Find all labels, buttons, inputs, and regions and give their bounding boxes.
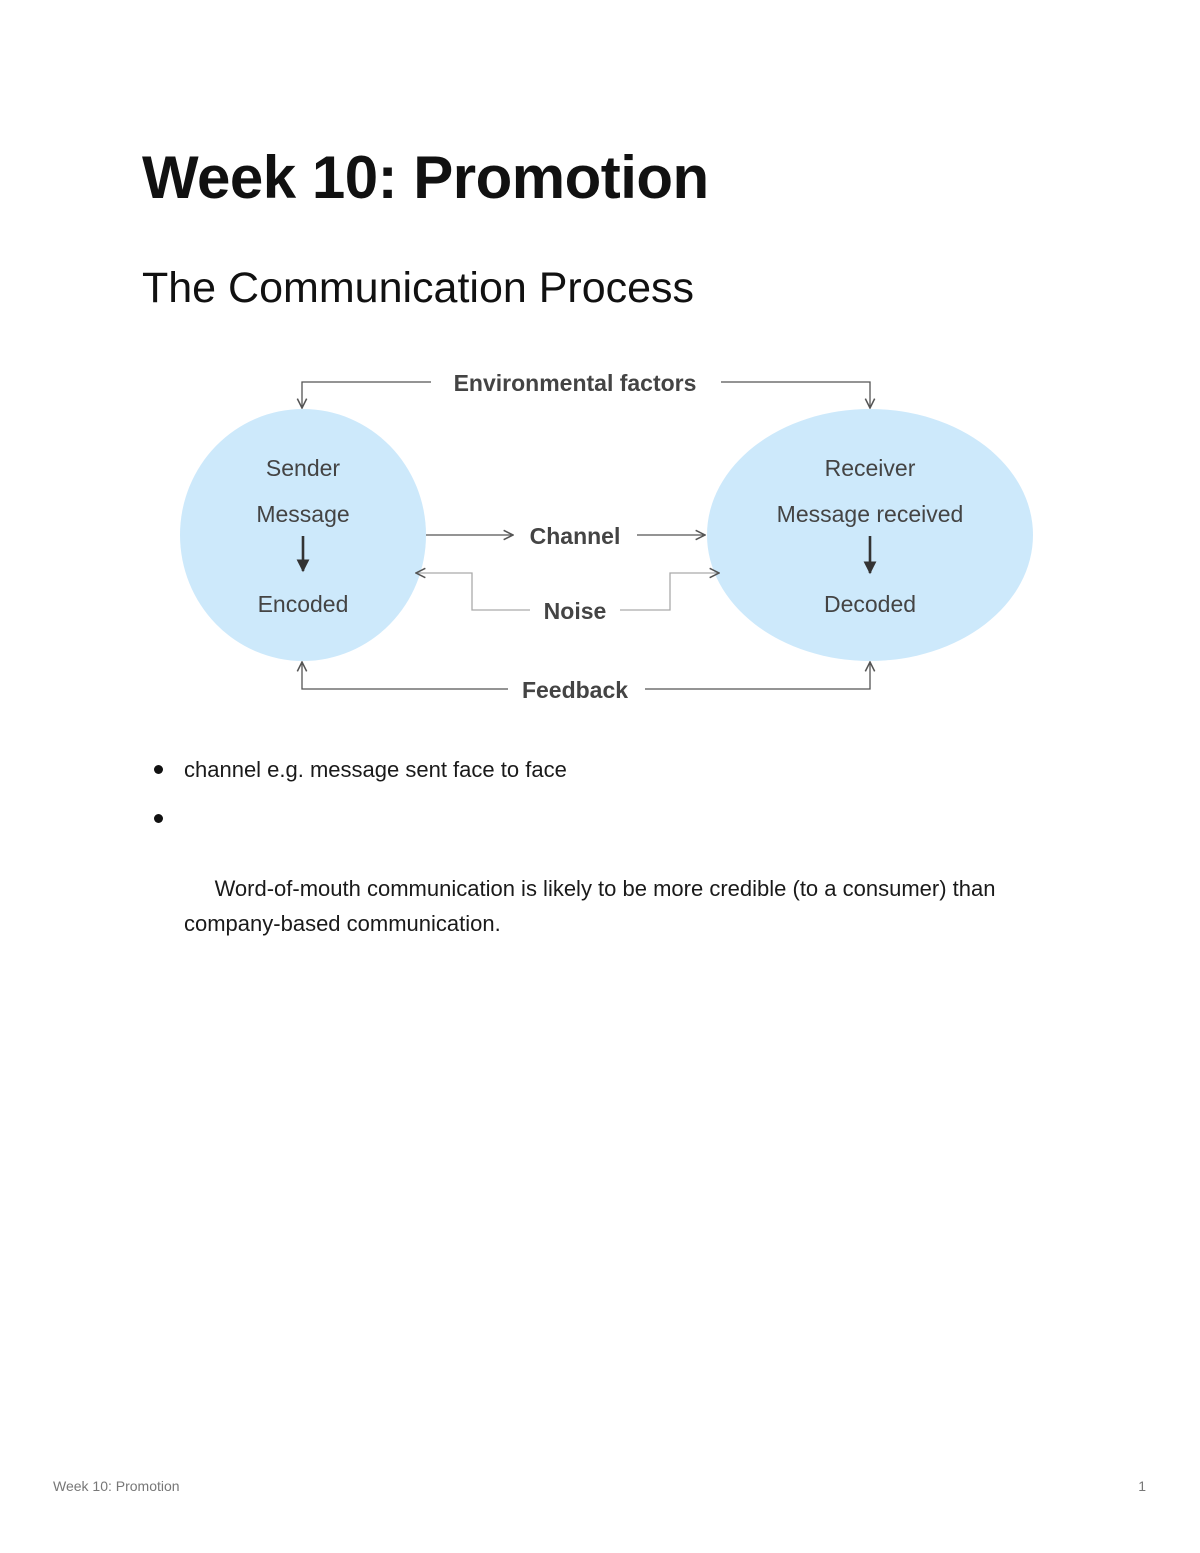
bullet-dot-icon <box>154 814 163 823</box>
page-title: Week 10: Promotion <box>142 144 709 211</box>
sender-message-label: Message <box>256 501 350 527</box>
noise-label: Noise <box>543 598 607 624</box>
list-item-text: channel e.g. message sent face to face <box>184 757 567 782</box>
section-heading: The Communication Process <box>142 264 695 312</box>
feedback-label: Feedback <box>521 677 629 703</box>
encoded-label: Encoded <box>257 591 349 617</box>
feedback-connector-right <box>645 662 870 689</box>
environmental-factors-label: Environmental factors <box>453 370 697 396</box>
sender-circle <box>180 409 426 661</box>
communication-process-diagram <box>0 0 1200 760</box>
footer-page-number: 1 <box>1138 1478 1146 1494</box>
receiver-circle <box>707 409 1033 661</box>
feedback-connector-left <box>302 662 508 689</box>
channel-label: Channel <box>529 523 621 549</box>
noise-connector-left <box>416 573 530 610</box>
decoded-label: Decoded <box>823 591 917 617</box>
noise-connector-right <box>620 573 719 610</box>
receiver-label: Receiver <box>824 455 916 481</box>
list-item-text: Word-of-mouth communication is likely to be more credible (to a consumer) than company-based communication. <box>184 876 1002 936</box>
sender-label: Sender <box>265 455 341 481</box>
environmental-factors-connector-right <box>721 382 870 408</box>
footer-document-title: Week 10: Promotion <box>53 1478 180 1494</box>
message-received-label: Message received <box>776 501 964 527</box>
list-item <box>142 801 1052 976</box>
environmental-factors-connector <box>302 382 431 408</box>
list-item <box>142 752 1052 787</box>
bullet-dot-icon <box>154 765 163 774</box>
notes-list <box>142 752 1052 990</box>
